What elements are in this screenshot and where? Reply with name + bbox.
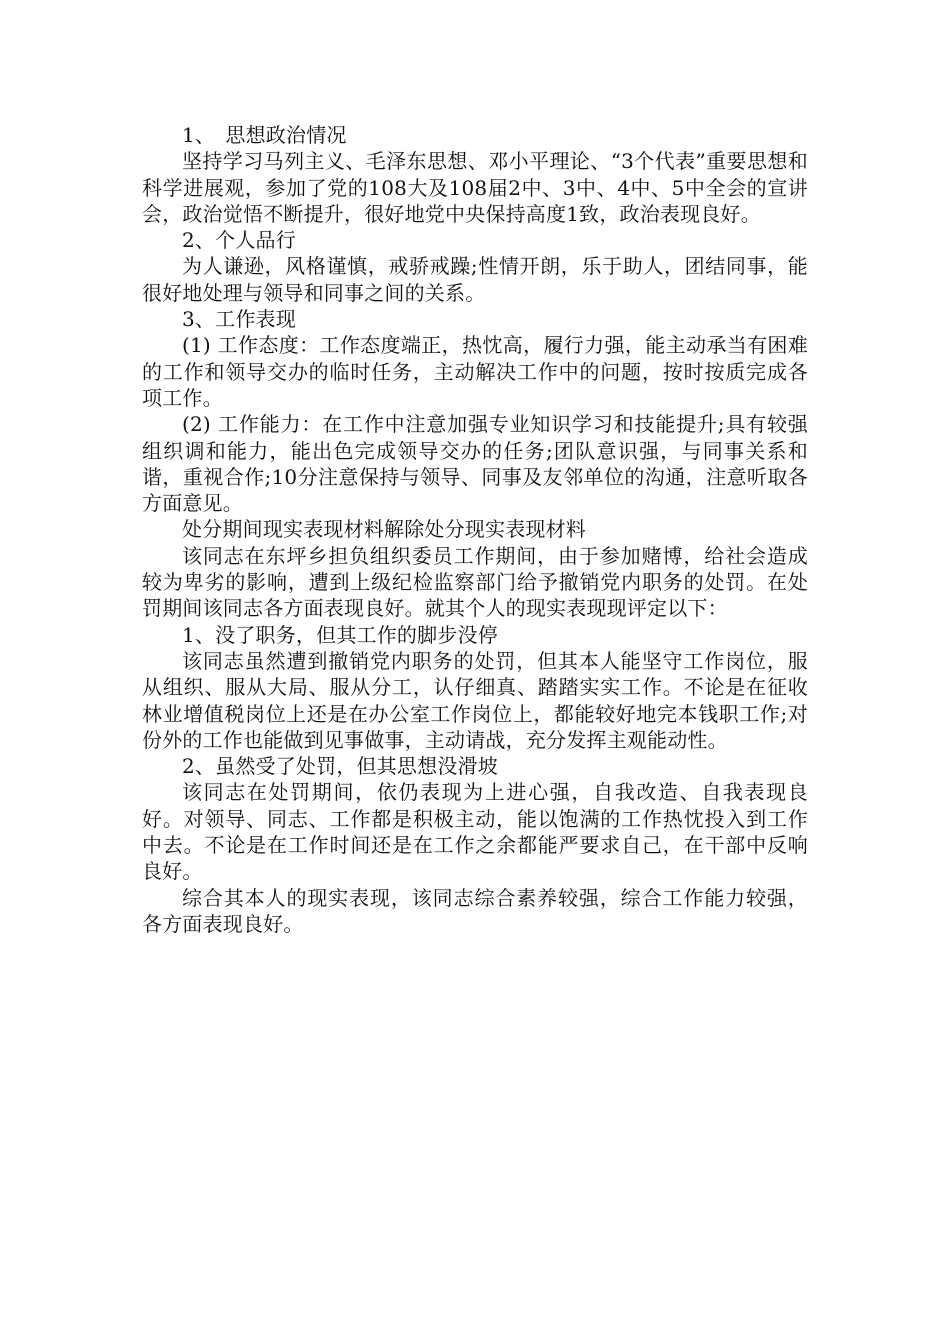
paragraph-discipline-intro: 该同志在东坪乡担负组织委员工作期间，由于参加赌博，给社会造成较为卑劣的影响，遭到上级纪检监察部门给予撤销党内职务的处罚。在处罚期间该同志各方面表现良好。就其个人的现实表现现评定以下： — [142, 543, 808, 621]
paragraph-duty: 该同志虽然遭到撤销党内职务的处罚，但其本人能坚守工作岗位，服从组织、服从大局、服从分工，认仔细真、踏踏实实工作。不论是在征收林业增值税岗位上还是在办公室工作岗位上，都能较好地完本钱职工作;对份外的工作也能做到见事做事，主动请战，充分发挥主观能动性。 — [142, 648, 808, 752]
paragraph-work-ability: (2) 工作能力：在工作中注意加强专业知识学习和技能提升;具有较强组织调和能力，能出色完成领导交办的任务;团队意识强，与同事关系和谐，重视合作;10分注意保持与领导、同事及友邻单位的沟通，注意听取各方面意见。 — [142, 412, 808, 516]
heading-work-performance: 3、工作表现 — [182, 307, 296, 332]
heading-thinking: 2、虽然受了处罚，但其思想没滑坡 — [182, 754, 498, 779]
paragraph-thinking: 该同志在处罚期间，依仍表现为上进心强，自我改造、自我表现良好。对领导、同志、工作都是积极主动，能以饱满的工作热忱投入到工作中去。不论是在工作时间还是在工作之余都能严要求自己，在干部中反响良好。 — [142, 780, 808, 884]
paragraph-work-attitude: (1) 工作态度：工作态度端正，热忱高，履行力强，能主动承当有困难的工作和领导交办的临时任务，主动解决工作中的问题，按时按质完成各项工作。 — [142, 333, 808, 410]
paragraph-conclusion: 综合其本人的现实表现，该同志综合素养较强，综合工作能力较强，各方面表现良好。 — [142, 885, 808, 936]
heading-duty: 1、没了职务，但其工作的脚步没停 — [182, 622, 498, 647]
heading-political: 1、 思想政治情况 — [182, 123, 347, 147]
heading-character: 2、个人品行 — [182, 228, 296, 253]
heading-discipline-material: 处分期间现实表现材料解除处分现实表现材料 — [182, 517, 586, 542]
paragraph-character: 为人谦逊，风格谨慎，戒骄戒躁;性情开朗，乐于助人，团结同事，能很好地处理与领导和同事之间的关系。 — [142, 254, 808, 305]
paragraph-political: 坚持学习马列主义、毛泽东思想、邓小平理论、“3个代表”重要思想和科学进展观，参加了党的108大及108届2中、3中、4中、5中全会的宣讲会，政治觉悟不断提升，很好地党中央保持高度1致，政治表现良好。 — [142, 149, 808, 226]
document-body — [142, 122, 808, 937]
